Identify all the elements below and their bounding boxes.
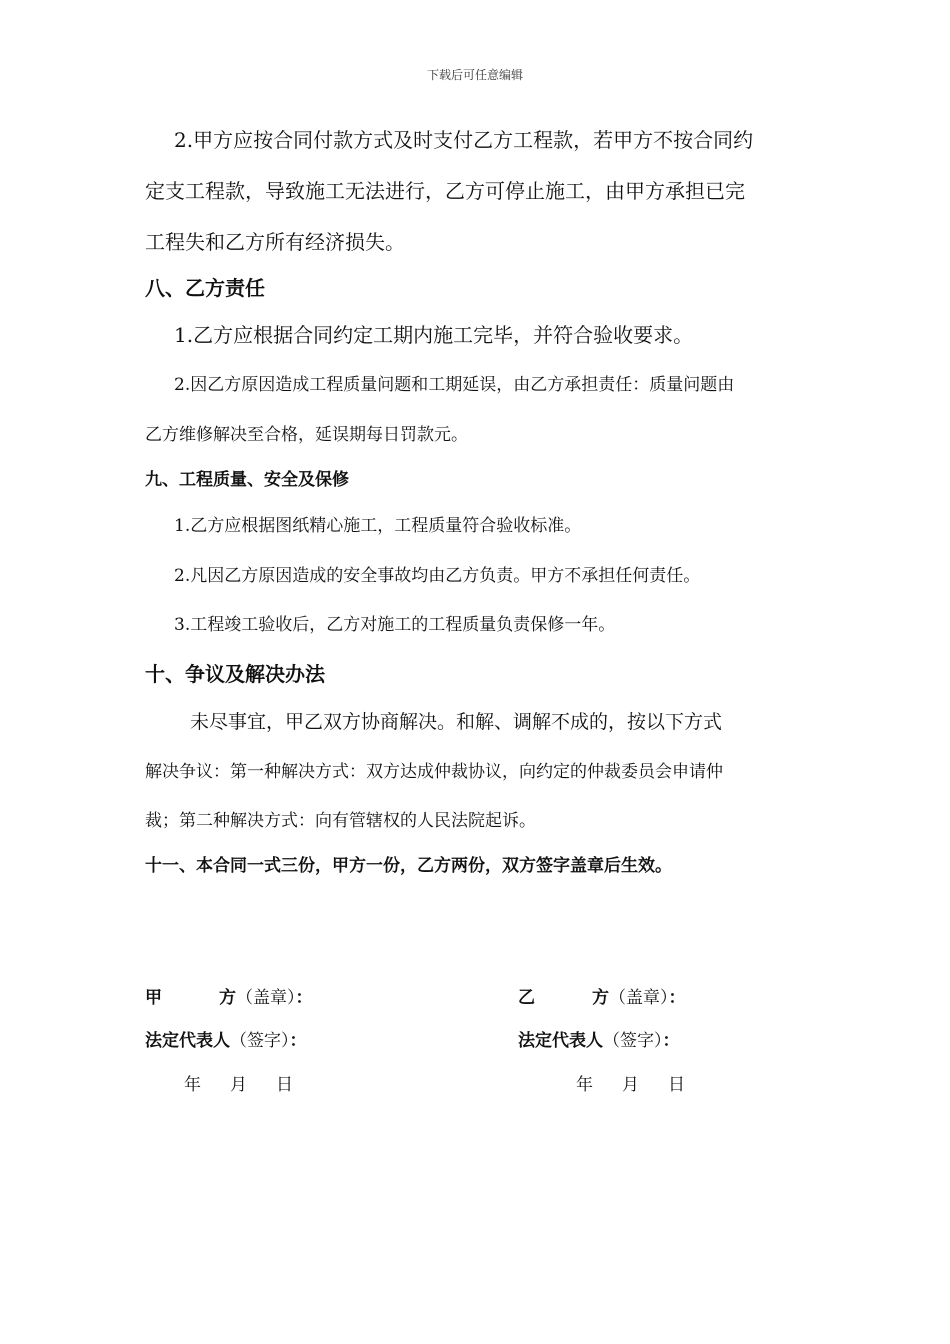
party-a-date — [184, 1070, 293, 1095]
party-a-label-1: 甲 — [145, 988, 162, 1008]
party-b-date-year: 年 — [576, 1075, 593, 1095]
section9-title: 九、工程质量、安全及保修 — [145, 470, 349, 490]
party-b-date — [576, 1070, 685, 1095]
section8-item2-line2: 乙方维修解决至合格，延误期每日罚款元。 — [145, 425, 468, 445]
party-b-colon: ： — [668, 988, 686, 1008]
party-b-date-month: 月 — [622, 1075, 639, 1095]
party-a-date-month: 月 — [230, 1075, 247, 1095]
party-b-rep-line — [518, 1026, 680, 1051]
party-b-rep-label: 法定代表人 — [518, 1031, 603, 1051]
section10-title: 十、争议及解决办法 — [145, 662, 325, 686]
party-a-date-day: 日 — [276, 1075, 293, 1095]
section10-line1: 未尽事宜，甲乙双方协商解决。和解、调解不成的，按以下方式 — [190, 711, 723, 733]
page-header-note: 下载后可任意编辑 — [426, 68, 523, 82]
section7-item2-line3: 工程失和乙方所有经济损失。 — [145, 230, 405, 254]
section10-line2: 解决争议：第一种解决方式：双方达成仲裁协议，向约定的仲裁委员会申请仲 — [145, 762, 723, 782]
party-b-seal: （盖章） — [609, 988, 669, 1008]
party-a-seal: （盖章） — [236, 988, 296, 1008]
party-b-seal-line — [518, 983, 686, 1008]
section9-item3: 3.工程竣工验收后，乙方对施工的工程质量负责保修一年。 — [174, 615, 616, 635]
section8-item2-line1: 2.因乙方原因造成工程质量问题和工期延误，由乙方承担责任：质量问题由 — [174, 375, 735, 395]
party-b-sign: （签字） — [603, 1031, 663, 1051]
section8-title: 八、乙方责任 — [145, 276, 265, 300]
party-a-date-year: 年 — [184, 1075, 201, 1095]
party-a-sign: （签字） — [230, 1031, 290, 1051]
section7-item2-line2: 定支工程款，导致施工无法进行，乙方可停止施工，由甲方承担已完 — [145, 179, 745, 203]
party-a-label-2: 方 — [219, 988, 236, 1008]
section11-text: 十一、本合同一式三份，甲方一份，乙方两份，双方签字盖章后生效。 — [145, 856, 672, 876]
party-b-rep-colon: ： — [662, 1031, 680, 1051]
section9-item1: 1.乙方应根据图纸精心施工，工程质量符合验收标准。 — [174, 516, 582, 536]
section10-line3: 裁；第二种解决方式：向有管辖权的人民法院起诉。 — [145, 811, 536, 831]
party-b-date-day: 日 — [668, 1075, 685, 1095]
party-a-seal-line — [145, 983, 313, 1008]
party-b-label-2: 方 — [592, 988, 609, 1008]
section9-item2: 2.凡因乙方原因造成的安全事故均由乙方负责。甲方不承担任何责任。 — [174, 566, 701, 586]
party-a-rep-label: 法定代表人 — [145, 1031, 230, 1051]
section8-item1: 1.乙方应根据合同约定工期内施工完毕，并符合验收要求。 — [174, 323, 694, 347]
party-b-label-1: 乙 — [518, 988, 535, 1008]
party-a-colon: ： — [295, 988, 313, 1008]
section7-item2-line1: 2.甲方应按合同付款方式及时支付乙方工程款，若甲方不按合同约 — [174, 128, 754, 152]
party-a-rep-colon: ： — [289, 1031, 307, 1051]
party-a-rep-line — [145, 1026, 307, 1051]
